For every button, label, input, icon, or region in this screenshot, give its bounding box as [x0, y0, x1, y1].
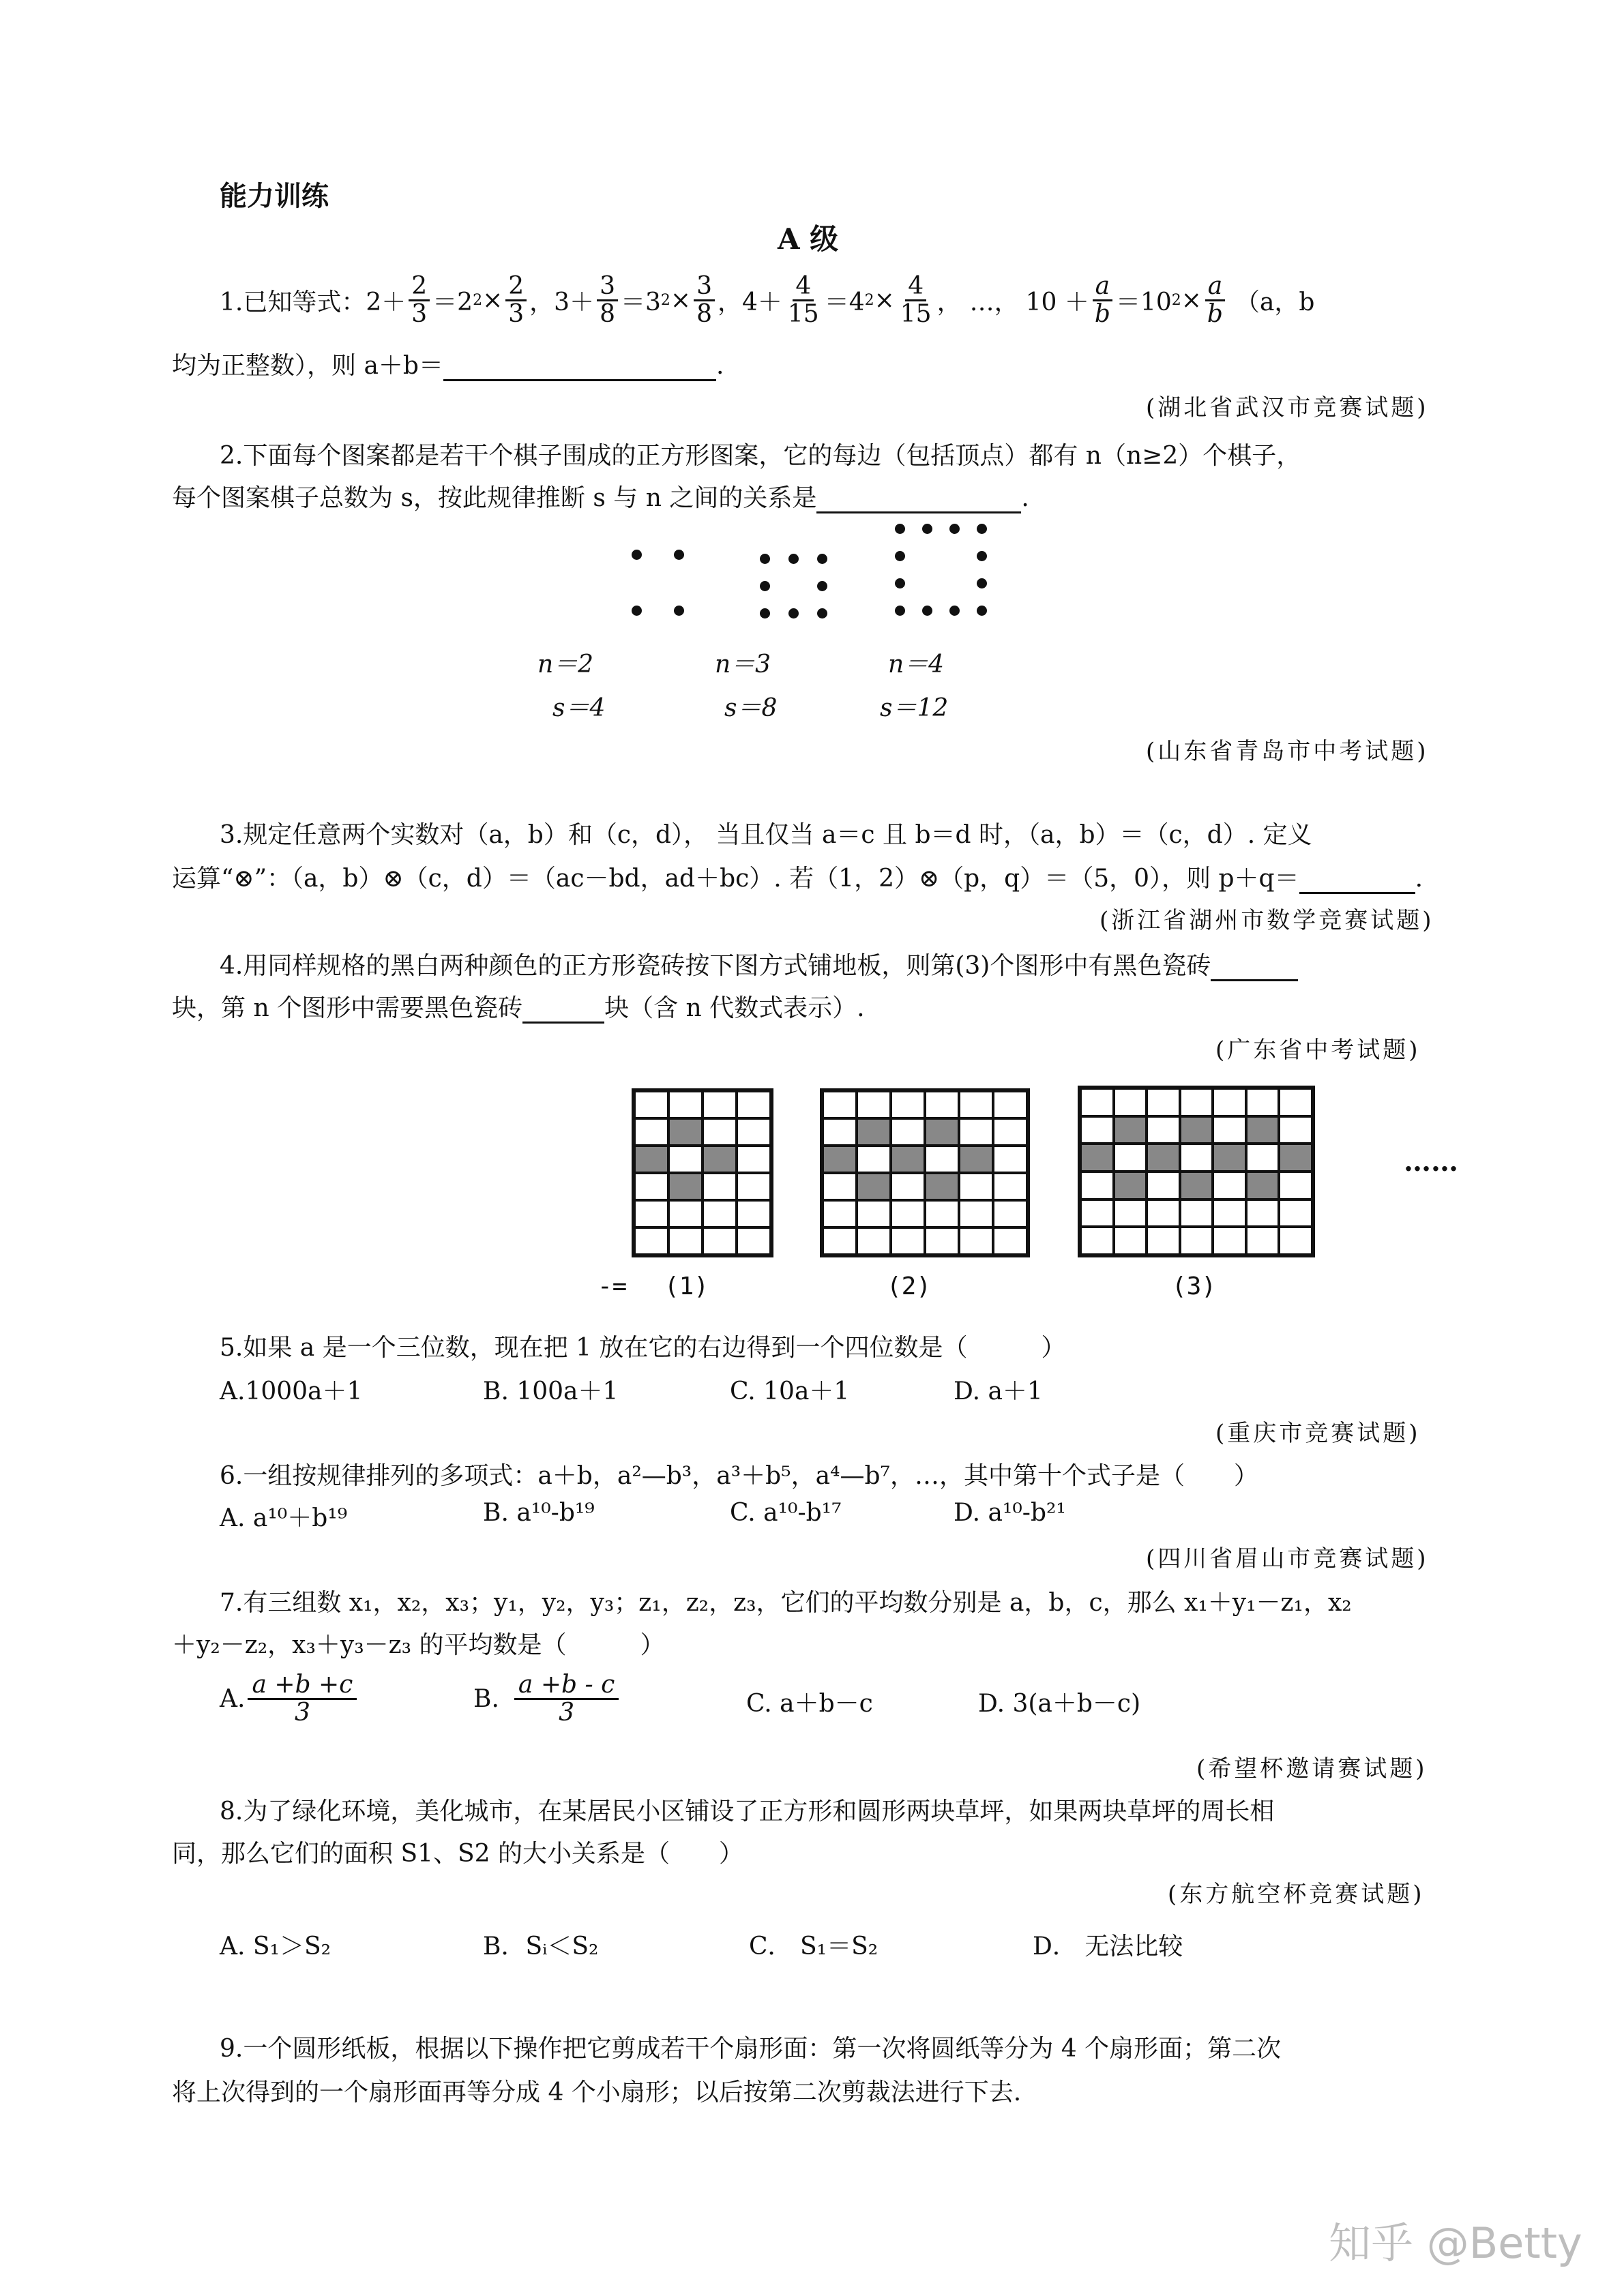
q2-source: (山东省青岛市中考试题): [1146, 738, 1429, 765]
q6-option-d[interactable]: D. a¹⁰-b²¹: [954, 1499, 1066, 1527]
chess-piece: [674, 550, 684, 560]
fig-label-3: (3): [1172, 1272, 1217, 1300]
chess-piece: [760, 581, 770, 591]
chess-piece: [788, 554, 799, 564]
answer-blank[interactable]: [1299, 871, 1415, 894]
chess-piece: [922, 606, 932, 616]
q3-line2: 运算“⊗”：（a，b）⊗（c，d）＝（ac－bd，ad＋bc）. 若（1，2）⊗（p，q）＝（5，0），则 p＋q＝ .: [172, 865, 1423, 893]
answer-blank[interactable]: [816, 491, 1021, 513]
q6-stem: 6.一组按规律排列的多项式：a＋b，a²—b³，a³＋b⁵，a⁴—b⁷，…，其中第十个式子是（ ）: [220, 1462, 1258, 1490]
q9-line2: 将上次得到的一个扇形面再等分成 4 个小扇形；以后按第二次剪裁法进行下去.: [172, 2078, 1022, 2106]
q2-line2: 每个图案棋子总数为 s，按此规律推断 s 与 n 之间的关系是 .: [172, 484, 1029, 512]
q3-line1: 3.规定任意两个实数对（a，b）和（c，d）， 当且仅当 a＝c 且 b＝d 时，（a，b）＝（c，d）. 定义: [220, 821, 1312, 849]
chess-piece: [760, 554, 770, 564]
section-title: 能力训练: [220, 181, 329, 212]
fraction: $\frac{2}{3}$: [505, 273, 527, 327]
chess-piece: [632, 606, 642, 616]
q5-option-b[interactable]: B. 100a＋1: [483, 1377, 619, 1405]
q8-option-a[interactable]: A. S₁＞S₂: [220, 1933, 331, 1960]
q7-option-a[interactable]: A. $\frac{a +b +c}{3}$: [220, 1661, 359, 1736]
q6-option-a[interactable]: A. a¹⁰＋b¹⁹: [220, 1504, 348, 1532]
chess-piece: [977, 606, 987, 616]
q8-option-d[interactable]: D． 无法比较: [1033, 1933, 1183, 1960]
answer-blank[interactable]: [522, 1001, 604, 1024]
chess-piece: [977, 524, 987, 534]
fraction: $\frac{4}{15}$: [900, 271, 932, 328]
tile-figure-2: [820, 1088, 1030, 1257]
q3-source: (浙江省湖州市数学竞赛试题): [1099, 907, 1434, 934]
chess-piece: [977, 578, 987, 588]
q5-stem: 5.如果 a 是一个三位数，现在把 1 放在它的右边得到一个四位数是（ ）: [220, 1334, 1066, 1362]
chess-piece: [632, 550, 642, 560]
q6-option-c[interactable]: C. a¹⁰-b¹⁷: [730, 1499, 842, 1527]
fig-prefix: -=: [597, 1272, 628, 1300]
s-label-2: s＝8: [724, 694, 778, 722]
chess-piece: [788, 608, 799, 618]
q8-source: (东方航空杯竞赛试题): [1168, 1881, 1425, 1908]
chess-piece: [895, 551, 905, 561]
fraction: $\frac{a +b +c}{3}$: [248, 1672, 357, 1726]
q4-source: (广东省中考试题): [1215, 1037, 1421, 1064]
tile-figure-3: [1078, 1086, 1315, 1257]
q9-line1: 9.一个圆形纸板，根据以下操作把它剪成若干个扇形面：第一次将圆纸等分为 4 个扇形面；第二次: [220, 2035, 1282, 2063]
fraction: $\frac{2}{3}$: [409, 273, 430, 327]
fraction: $\frac{a}{b}$: [1092, 273, 1113, 327]
q4-line2: 块，第 n 个图形中需要黑色瓷砖 块（含 n 代数式表示）.: [172, 994, 865, 1022]
watermark: 知乎 @Betty: [1329, 2218, 1582, 2268]
chess-piece: [817, 554, 827, 564]
q7-option-c[interactable]: C. a＋b－c: [746, 1690, 873, 1718]
q5-source: (重庆市竞赛试题): [1215, 1420, 1421, 1447]
chess-piece: [977, 551, 987, 561]
q7-source: (希望杯邀请赛试题): [1196, 1755, 1428, 1783]
q7-line2: ＋y₂－z₂，x₃＋y₃－z₃ 的平均数是（ ）: [172, 1631, 665, 1659]
chess-piece: [895, 578, 905, 588]
q8-line1: 8.为了绿化环境，美化城市，在某居民小区铺设了正方形和圆形两块草坪，如果两块草坪的周长相: [220, 1798, 1275, 1825]
chess-piece: [895, 606, 905, 616]
chess-piece: [674, 606, 684, 616]
chess-piece: [922, 524, 932, 534]
fig-label-2: (2): [887, 1272, 932, 1300]
n-label-1: n＝2: [537, 651, 594, 679]
q7-option-d[interactable]: D. 3(a＋b－c): [978, 1690, 1141, 1718]
chess-piece: [949, 606, 960, 616]
chess-piece: [949, 524, 960, 534]
answer-blank[interactable]: [443, 359, 716, 381]
q5-option-d[interactable]: D. a＋1: [954, 1377, 1043, 1405]
q6-source: (四川省眉山市竞赛试题): [1146, 1545, 1429, 1572]
chess-piece: [817, 581, 827, 591]
n-label-3: n＝4: [888, 651, 945, 679]
answer-blank[interactable]: [1211, 959, 1298, 981]
chess-piece: [760, 608, 770, 618]
q4-line1: 4.用同样规格的黑白两种颜色的正方形瓷砖按下图方式铺地板，则第(3)个图形中有黑色瓷砖: [220, 946, 1298, 981]
fraction: $\frac{a}{b}$: [1205, 273, 1226, 327]
q1-line1: 1.已知等式： 2＋ $\frac{2}{3}$ ＝2 2 × $\frac{2}{3}$ ， 3＋ $\frac{3}{8}$ ＝3 2 × $\frac{3}{8}$ ， 4＋ $\frac{4}{15}$ ＝4 2 × $\frac{4}{15}$ ， …， 10 ＋ $\frac{a}{b}$ ＝10 2 × $\frac{a}{b}$ （a，b: [220, 271, 1315, 328]
fig-label-1: (1): [664, 1272, 709, 1300]
q1-line2: 均为正整数），则 a＋b＝ .: [172, 352, 724, 380]
chess-piece: [895, 524, 905, 534]
q8-option-b[interactable]: B．Sᵢ＜S₂: [483, 1933, 599, 1960]
q8-line2: 同，那么它们的面积 S1、S2 的大小关系是（ ）: [172, 1840, 744, 1868]
tile-figure-1: [632, 1088, 773, 1257]
q5-option-a[interactable]: A.1000a＋1: [220, 1377, 363, 1405]
q8-option-c[interactable]: C． S₁＝S₂: [749, 1933, 879, 1960]
fraction: $\frac{3}{8}$: [694, 273, 715, 327]
fraction: $\frac{a +b - c}{3}$: [514, 1672, 619, 1726]
q1-source: (湖北省武汉市竞赛试题): [1146, 394, 1429, 421]
fraction: $\frac{4}{15}$: [787, 271, 819, 328]
tile-dots: ……: [1404, 1146, 1458, 1178]
chess-piece: [817, 608, 827, 618]
q6-option-b[interactable]: B. a¹⁰-b¹⁹: [483, 1499, 595, 1527]
s-label-3: s＝12: [880, 694, 949, 722]
q2-line1: 2.下面每个图案都是若干个棋子围成的正方形图案，它的每边（包括顶点）都有 n（n≥2）个棋子，: [220, 442, 1301, 470]
q7-line1: 7.有三组数 x₁，x₂，x₃；y₁，y₂，y₃；z₁，z₂，z₃，它们的平均数分别是 a，b，c，那么 x₁＋y₁－z₁，x₂: [220, 1589, 1352, 1617]
q7-option-b[interactable]: B. $\frac{a +b - c}{3}$: [473, 1661, 621, 1736]
q5-option-c[interactable]: C. 10a＋1: [730, 1377, 850, 1405]
fraction: $\frac{3}{8}$: [597, 273, 618, 327]
s-label-1: s＝4: [552, 694, 606, 722]
n-label-2: n＝3: [715, 651, 771, 679]
level-title: A 级: [778, 222, 839, 256]
